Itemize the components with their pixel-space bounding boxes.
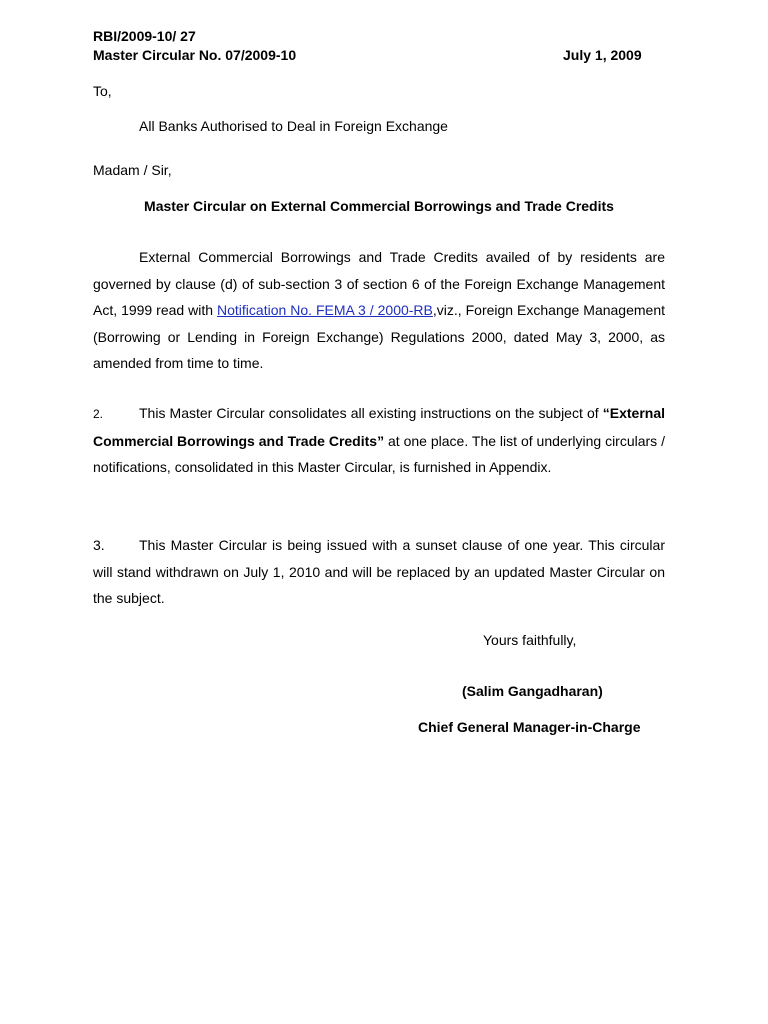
subject-heading: Master Circular on External Commercial Borrowings and Trade Credits xyxy=(144,198,614,214)
paragraph-1 xyxy=(93,244,665,377)
circular-reference: RBI/2009-10/ 27 xyxy=(93,28,196,44)
paragraph-2 xyxy=(93,400,665,481)
circular-date: July 1, 2009 xyxy=(563,47,642,63)
paragraph-2-text-before-bold: This Master Circular consolidates all existing instructions on the subject of xyxy=(139,405,603,421)
paragraph-1-text-before-link: External Commercial Borrowings and Trade Credits availed of by residents are governed by clause (d) of sub-section 3 of section 6 of the Foreign Exchange Management Act, 1999 read with xyxy=(93,249,665,318)
addressee: All Banks Authorised to Deal in Foreign Exchange xyxy=(139,118,448,134)
paragraph-2-bold-title: “External Commercial Borrowings and Trade Credits” xyxy=(93,405,665,449)
paragraph-3-text: This Master Circular is being issued with a sunset clause of one year. This circular will stand withdrawn on July 1, 2010 and will be replaced by an updated Master Circular on the subject. xyxy=(93,537,665,606)
paragraph-3-number: 3. xyxy=(93,537,105,553)
circular-number: Master Circular No. 07/2009-10 xyxy=(93,47,297,63)
closing: Yours faithfully, xyxy=(483,632,577,648)
paragraph-2-number: 2. xyxy=(93,407,104,421)
salutation: Madam / Sir, xyxy=(93,162,172,178)
paragraph-2-text-after-bold: at one place. The list of underlying circulars / notifications, consolidated in this Master Circular, is furnished in Appendix. xyxy=(93,432,665,475)
paragraph-1-text-after-link: ,viz., Foreign Exchange Management (Borrowing or Lending in Foreign Exchange) Regulations 2000, dated May 3, 2000, as amended from time to time. xyxy=(93,302,665,371)
signer-designation: Chief General Manager-in-Charge xyxy=(418,719,641,735)
signer-name: (Salim Gangadharan) xyxy=(462,683,603,699)
fema-notification-link[interactable]: Notification No. FEMA 3 / 2000-RB xyxy=(217,302,433,318)
to-label: To, xyxy=(93,83,112,99)
paragraph-3 xyxy=(93,532,665,612)
